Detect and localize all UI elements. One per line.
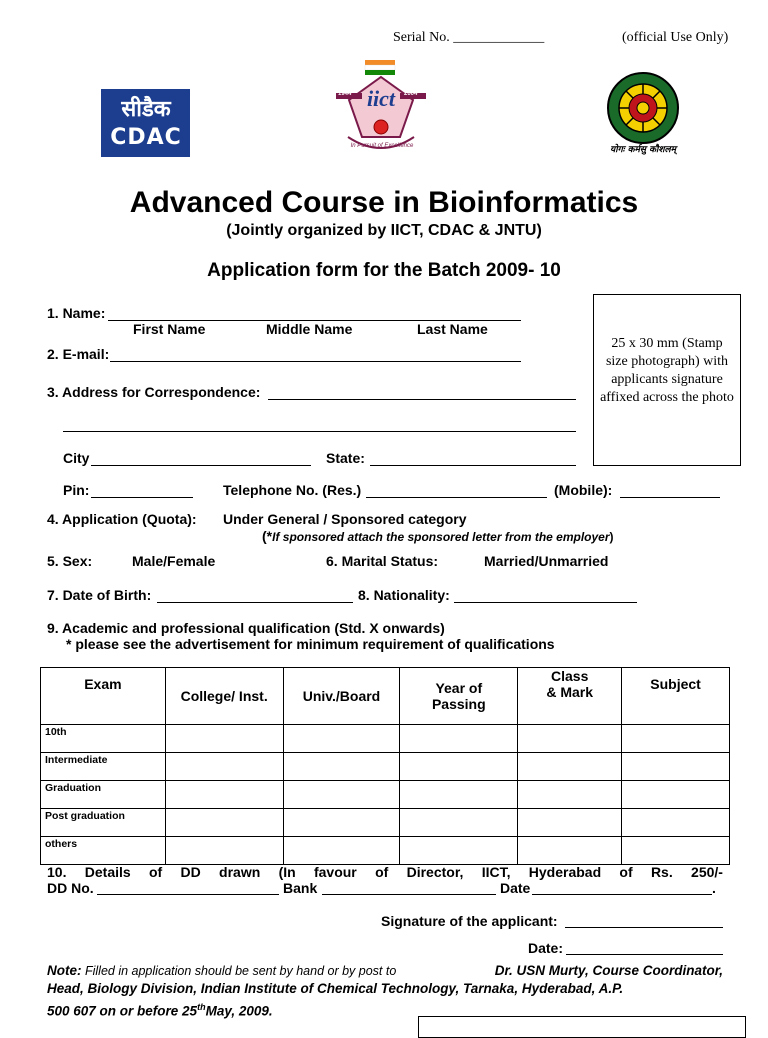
- page-title: Advanced Course in Bioinformatics: [129, 186, 639, 219]
- mobile-field[interactable]: [620, 497, 720, 498]
- table-row: [41, 781, 730, 809]
- table-cell-exam: Intermediate: [41, 753, 166, 781]
- note-address: Head, Biology Division, Indian Institute of Chemical Technology, Tarnaka, Hyderabad, A.P.: [47, 981, 624, 996]
- mobile-label: (Mobile):: [554, 482, 613, 498]
- dd-word: Details: [84, 864, 131, 880]
- signature-date-label: Date:: [528, 940, 564, 956]
- iict-year-left: 1944: [338, 91, 352, 97]
- table-cell-input[interactable]: [622, 781, 730, 809]
- first-name-caption: First Name: [133, 321, 206, 337]
- jntu-motto: योगः कर्मसु कौशलम्: [610, 145, 676, 155]
- dob-field[interactable]: [157, 602, 353, 603]
- iict-year-right: 2004: [404, 91, 418, 97]
- address-field-line2[interactable]: [63, 431, 576, 432]
- dd-word: 10.: [47, 864, 67, 880]
- serial-number-label: Serial No. _____________: [393, 30, 545, 45]
- dd-word: drawn: [219, 864, 261, 880]
- table-cell-input[interactable]: [400, 725, 518, 753]
- table-cell-input[interactable]: [622, 725, 730, 753]
- telephone-label: Telephone No. (Res.): [223, 482, 362, 498]
- table-row: [41, 837, 730, 865]
- iict-logo-text: iict: [366, 86, 396, 111]
- middle-name-caption: Middle Name: [266, 321, 353, 337]
- dd-number-field[interactable]: [97, 894, 279, 895]
- table-cell-exam: others: [41, 837, 166, 865]
- sex-value[interactable]: Male/Female: [132, 553, 216, 569]
- office-use-box: [418, 1016, 746, 1038]
- cdac-logo: [101, 89, 190, 157]
- sponsored-note-prefix: (*: [262, 528, 273, 544]
- nationality-label: 8. Nationality:: [358, 587, 450, 603]
- table-cell-input[interactable]: [165, 809, 283, 837]
- qualification-label: 9. Academic and professional qualification (Std. X onwards): [47, 620, 445, 636]
- table-header-year: Year of Passing: [400, 668, 518, 725]
- sponsored-note-suffix: ): [609, 530, 614, 544]
- application-value: Under General / Sponsored category: [223, 511, 467, 527]
- cdac-logo-text: CDAC: [110, 125, 182, 150]
- dd-end-period: .: [712, 880, 716, 896]
- nationality-field[interactable]: [454, 602, 637, 603]
- note-line-1: [47, 962, 723, 980]
- batch-title: Application form for the Batch 2009- 10: [207, 260, 561, 281]
- note-label: Note:: [47, 963, 82, 978]
- qualification-note: * please see the advertisement for minimum requirement of qualifications: [66, 636, 555, 652]
- table-cell-input[interactable]: [283, 837, 400, 865]
- dd-word: Hyderabad: [528, 864, 602, 880]
- table-cell-input[interactable]: [622, 837, 730, 865]
- table-row: [41, 753, 730, 781]
- jntu-logo: [605, 70, 681, 160]
- dd-word: of: [148, 864, 163, 880]
- dd-word: of: [619, 864, 633, 880]
- bank-field[interactable]: [322, 894, 496, 895]
- dd-word: (In: [278, 864, 296, 880]
- signature-field[interactable]: [565, 927, 723, 928]
- dd-word: Rs.: [650, 864, 673, 880]
- cdac-logo-hindi: सीडैक: [121, 97, 171, 122]
- address-field-line1[interactable]: [268, 399, 576, 400]
- table-header-subject: Subject: [622, 668, 730, 725]
- email-label: 2. E-mail:: [47, 346, 110, 362]
- sponsored-note-text: If sponsored attach the sponsored letter from the employer: [272, 530, 610, 544]
- table-cell-input[interactable]: [283, 725, 400, 753]
- bank-label: Bank: [283, 880, 318, 896]
- note-deadline-b: May, 2009.: [205, 1003, 273, 1019]
- dd-word: 250/-: [691, 864, 723, 880]
- table-cell-input[interactable]: [165, 725, 283, 753]
- table-cell-input[interactable]: [400, 781, 518, 809]
- table-cell-input[interactable]: [518, 725, 622, 753]
- pin-label: Pin:: [63, 482, 90, 498]
- table-cell-input[interactable]: [400, 753, 518, 781]
- city-field[interactable]: [91, 465, 311, 466]
- dd-word: DD: [180, 864, 201, 880]
- iict-motto: In Pursuit of Excellence: [350, 143, 414, 149]
- dd-date-field[interactable]: [532, 894, 712, 895]
- table-cell-exam: Post graduation: [41, 809, 166, 837]
- dob-label: 7. Date of Birth:: [47, 587, 152, 603]
- sex-label: 5. Sex:: [47, 553, 93, 569]
- signature-label: Signature of the applicant:: [381, 913, 558, 929]
- note-paragraph: [47, 962, 723, 1021]
- dd-details-line: [47, 864, 723, 880]
- note-coordinator: Dr. USN Murty, Course Coordinator,: [494, 963, 723, 978]
- table-header-college: College/ Inst.: [165, 668, 283, 725]
- table-cell-input[interactable]: [518, 837, 622, 865]
- state-label: State:: [326, 450, 365, 466]
- table-cell-exam: 10th: [41, 725, 166, 753]
- table-header-row: [41, 668, 730, 725]
- sponsored-note: [262, 528, 614, 544]
- dd-word: Director,: [406, 864, 464, 880]
- dd-word: favour: [313, 864, 357, 880]
- note-text: Filled in application should be sent by hand or by post to: [84, 964, 397, 978]
- note-deadline-sup: th: [197, 1002, 206, 1012]
- email-field[interactable]: [110, 361, 521, 362]
- dd-number-label: DD No.: [47, 880, 94, 896]
- table-row: [41, 725, 730, 753]
- last-name-caption: Last Name: [417, 321, 488, 337]
- table-header-class: Class & Mark: [518, 668, 622, 725]
- qualification-table: [40, 667, 730, 865]
- pin-field[interactable]: [91, 497, 193, 498]
- official-use-label: (official Use Only): [622, 30, 729, 45]
- marital-value[interactable]: Married/Unmarried: [484, 553, 609, 569]
- table-cell-input[interactable]: [622, 809, 730, 837]
- jntu-seal-icon: [605, 70, 681, 146]
- table-cell-input[interactable]: [283, 753, 400, 781]
- table-cell-input[interactable]: [518, 781, 622, 809]
- table-cell-input[interactable]: [165, 781, 283, 809]
- iict-logo: [328, 55, 434, 159]
- name-label: 1. Name:: [47, 305, 106, 321]
- dd-date-label: Date: [500, 880, 531, 896]
- address-label: 3. Address for Correspondence:: [47, 384, 261, 400]
- signature-date-field[interactable]: [566, 954, 723, 955]
- city-label: City: [63, 450, 90, 466]
- table-header-univ: Univ./Board: [283, 668, 400, 725]
- photo-box[interactable]: [593, 294, 741, 466]
- table-cell-input[interactable]: [283, 781, 400, 809]
- dd-word: of: [375, 864, 389, 880]
- table-header-exam: Exam: [41, 668, 166, 725]
- state-field[interactable]: [370, 465, 576, 466]
- table-cell-exam: Graduation: [41, 781, 166, 809]
- table-cell-input[interactable]: [622, 753, 730, 781]
- note-deadline-a: 500 607 on or before 25: [47, 1003, 198, 1019]
- application-label: 4. Application (Quota):: [47, 511, 197, 527]
- photo-instructions: 25 x 30 mm (Stamp size photograph) with applicants signature affixed across the photo: [600, 336, 734, 405]
- telephone-field[interactable]: [366, 497, 547, 498]
- page-subtitle: (Jointly organized by IICT, CDAC & JNTU): [226, 222, 542, 239]
- table-cell-input[interactable]: [400, 837, 518, 865]
- table-cell-input[interactable]: [165, 837, 283, 865]
- table-cell-input[interactable]: [165, 753, 283, 781]
- table-cell-input[interactable]: [283, 809, 400, 837]
- table-cell-input[interactable]: [400, 809, 518, 837]
- dd-word: IICT,: [481, 864, 511, 880]
- marital-label: 6. Marital Status:: [326, 553, 439, 569]
- table-cell-input[interactable]: [518, 753, 622, 781]
- table-cell-input[interactable]: [518, 809, 622, 837]
- table-row: [41, 809, 730, 837]
